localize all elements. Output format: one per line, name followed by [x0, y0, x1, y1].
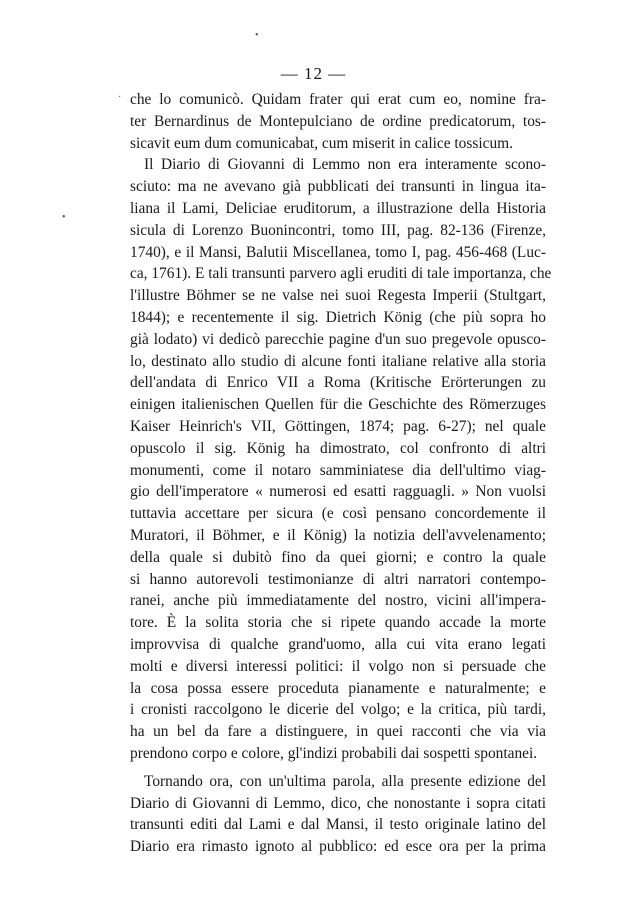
text-line: liana il Lami, Deliciae eruditorum, a illustrazione della Historia: [130, 199, 546, 217]
paragraph-1: [130, 89, 546, 154]
text-line: Diario di Giovanni di Lemmo, dico, che nonostante i sopra citati: [130, 794, 546, 812]
text-line: transunti editi dal Lami e dal Mansi, il testo originale latino del: [130, 816, 546, 834]
page-number: — 12 —: [280, 64, 347, 83]
text-line: Muratori, il Böhmer, e il König) la notizia dell'avvelenamento;: [130, 526, 546, 544]
text-line: sicula di Lorenzo Buonincontri, tomo III, pag. 82-136 (Firenze,: [130, 221, 546, 239]
text-line: gio dell'imperatore « numerosi ed esatti ragguagli. » Non vuolsi: [130, 483, 546, 501]
text-line: opuscolo il sig. König ha dimostrato, col confronto di altri: [130, 439, 546, 457]
ink-speck-left: ·: [118, 92, 122, 103]
text-line: dell'andata di Enrico VII a Roma (Kritische Erörterungen zu: [130, 374, 546, 392]
text-line: Tornando ora, con un'ultima parola, alla presente edizione del: [144, 772, 546, 790]
text-line: lo, destinato allo studio di alcune fonti italiane relative alla storia: [130, 352, 546, 370]
text-line: l'illustre Böhmer se ne valse nei suoi Regesta Imperii (Stultgart,: [130, 287, 546, 305]
text-line: della quale si dubitò fino da quei giorni; e contro la quale: [130, 548, 546, 566]
text-line: Kaiser Heinrich's VII, Göttingen, 1874; pag. 6-27); nel quale: [130, 417, 546, 435]
text-line: sciuto: ma ne avevano già pubblicati dei transunti in lingua ita-: [130, 178, 546, 196]
text-line: 1740), e il Mansi, Balutii Miscellanea, tomo I, pag. 456-468 (Luc-: [130, 243, 546, 261]
text-line: Diario era rimasto ignoto al pubblico: ed esce ora per la prima: [130, 838, 546, 856]
text-line: tore. È la solita storia che si ripete quando accade la morte: [130, 614, 546, 632]
ink-speck-top: •: [255, 30, 259, 41]
paragraph-3: [130, 771, 546, 858]
text-line: ha un bel da fare a distinguere, in quei racconti che via via: [130, 723, 546, 741]
body-text: [130, 89, 552, 858]
text-line: molti e diversi interessi politici: il volgo non si persuade che: [130, 657, 546, 675]
text-line: Il Diario di Giovanni di Lemmo non era interamente scono-: [144, 156, 546, 174]
text-line: sicavit eum dum comunicabat, cum miserit in calice tossicum.: [130, 134, 513, 152]
ink-speck-margin: •: [62, 212, 66, 223]
text-line: ca, 1761). E tali transunti parvero agli eruditi di tale importanza, che: [130, 265, 552, 283]
text-line: già lodato) vi dedicò parecchie pagine d'un suo pregevole opusco-: [130, 330, 546, 348]
text-line: prendono corpo e colore, gl'indizi probabili dai sospetti spontanei.: [130, 744, 538, 762]
text-line: monumenti, come il notaro samminiatese dia dell'ultimo viag-: [130, 461, 546, 479]
text-line: einigen italienischen Quellen für die Geschichte des Römerzuges: [130, 396, 546, 414]
text-line: che lo comunicò. Quidam frater qui erat cum eo, nomine fra-: [130, 91, 546, 108]
text-line: si hanno autorevoli testimonianze di altri narratori contempo-: [130, 570, 546, 588]
text-line: 1844); e recentemente il sig. Dietrich König (che più sopra ho: [130, 308, 546, 326]
text-line: i cronisti raccolgono le dicerie del volgo; e la critica, più tardi,: [130, 701, 546, 719]
text-line: improvvisa di qualche grand'uomo, alla cui vita erano legati: [130, 635, 546, 653]
text-line: tuttavia accettare per sicura (e così pensano concordemente il: [130, 505, 546, 523]
text-line: ter Bernardinus de Montepulciano de ordine predicatorum, tos-: [130, 112, 546, 130]
text-line: la cosa possa essere proceduta pianamente e naturalmente; e: [130, 679, 546, 697]
text-line: ranei, anche più immediatamente del nostro, vicini all'impera-: [130, 592, 546, 610]
paragraph-2: [130, 154, 552, 764]
